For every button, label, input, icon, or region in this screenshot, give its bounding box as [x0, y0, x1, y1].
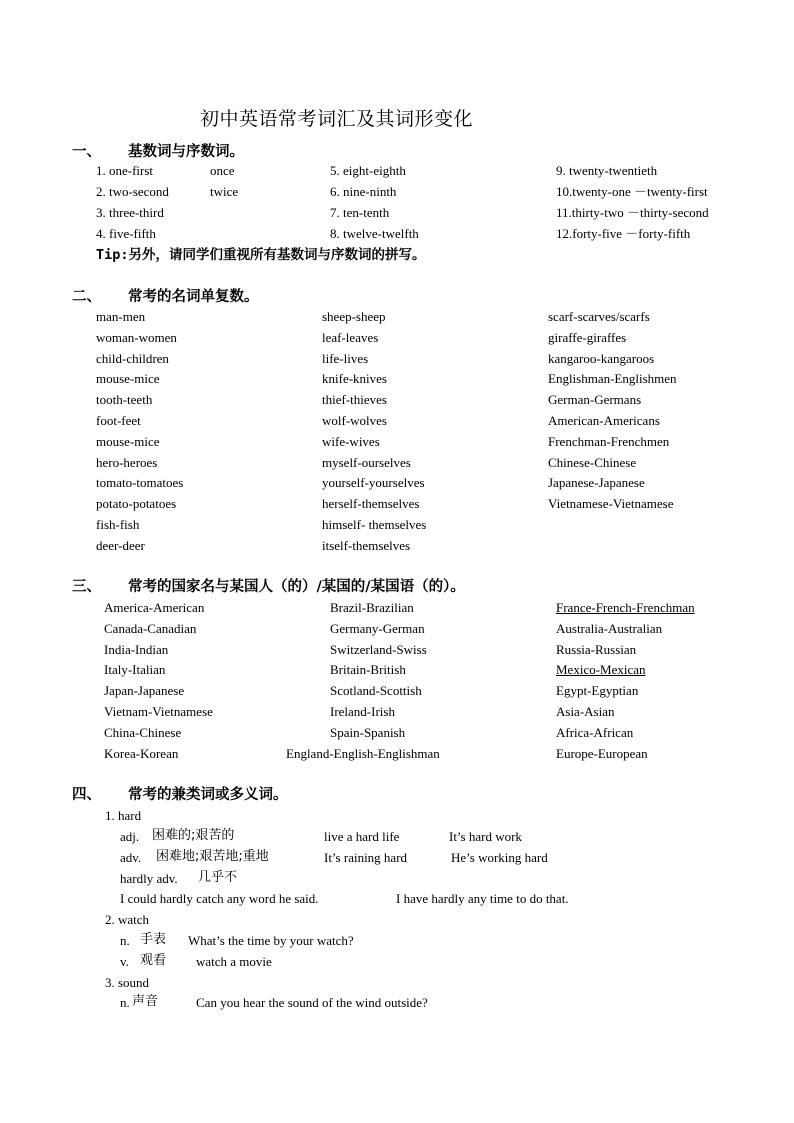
- section-number: 三、: [72, 579, 101, 595]
- number-pair: 6. nine-ninth: [330, 184, 397, 199]
- noun-plural-pair: thief-thieves: [322, 392, 387, 408]
- country-nationality-entry: England-English-Englishman: [286, 745, 440, 761]
- noun-plural-pair: mouse-mice: [96, 433, 160, 449]
- country-nationality-entry: China-Chinese: [104, 724, 182, 740]
- hard-adv-label: adv.: [120, 850, 142, 865]
- noun-plural-pair: kangaroo-kangaroos: [548, 350, 655, 366]
- section-number: 二、: [72, 289, 101, 305]
- number-pair: 11.thirty-two －thirty-second: [556, 205, 709, 220]
- country-nationality-entry: Germany-German: [330, 620, 425, 636]
- country-nationality-entry: Brazil-Brazilian: [330, 600, 414, 615]
- number-pair: 5. eight-eighth: [330, 163, 406, 178]
- word-sound-heading: 3. sound: [105, 975, 150, 990]
- word-watch-heading: 2. watch: [105, 912, 150, 927]
- number-pair: 2. two-second: [96, 184, 169, 199]
- watch-n-label: n.: [120, 933, 130, 948]
- sound-n-example: Can you hear the sound of the wind outside?: [196, 995, 428, 1010]
- section-title: 常考的兼类词或多义词。: [128, 787, 288, 803]
- noun-plural-pair: myself-ourselves: [322, 454, 411, 470]
- noun-plural-pair: Frenchman-Frenchmen: [548, 433, 670, 449]
- page-title: 初中英语常考词汇及其词形变化: [200, 108, 474, 130]
- section-title: 常考的国家名与某国人（的）/某国的/某国语（的）。: [128, 579, 465, 595]
- noun-plural-pair: Chinese-Chinese: [548, 454, 637, 470]
- noun-plural-pair: child-children: [96, 350, 169, 366]
- number-pair: 10.twenty-one －twenty-first: [556, 184, 708, 199]
- section-2-heading: [72, 285, 572, 305]
- noun-plural-pair: potato-potatoes: [96, 496, 177, 512]
- section-3-heading: [72, 575, 672, 595]
- noun-plural-pair: fish-fish: [96, 517, 140, 532]
- noun-plural-pair: wife-wives: [322, 433, 380, 449]
- tip-note: [96, 243, 426, 263]
- noun-plural-pair: herself-themselves: [322, 496, 420, 512]
- watch-v-example: watch a movie: [196, 954, 272, 969]
- noun-plural-pair: American-Americans: [548, 413, 660, 428]
- watch-v-meaning: 观看: [140, 953, 167, 968]
- noun-plural-pair: woman-women: [96, 329, 177, 345]
- country-nationality-entry: Mexico-Mexican: [556, 662, 646, 678]
- country-nationality-entry: Spain-Spanish: [330, 724, 406, 740]
- noun-plural-pair: scarf-scarves/scarfs: [548, 309, 650, 324]
- country-nationality-entry: Canada-Canadian: [104, 620, 197, 636]
- hard-adj-label: adj.: [120, 829, 140, 844]
- country-nationality-entry: Australia-Australian: [556, 620, 663, 636]
- country-nationality-entry: Japan-Japanese: [104, 683, 185, 699]
- number-pair: 3. three-third: [96, 205, 164, 220]
- country-nationality-entry: India-Indian: [104, 641, 169, 657]
- watch-v-label: v.: [120, 954, 129, 969]
- noun-plural-pair: Japanese-Japanese: [548, 475, 645, 491]
- country-nationality-entry: Scotland-Scottish: [330, 683, 422, 699]
- word-hard-heading: 1. hard: [105, 808, 142, 823]
- noun-plural-pair: tooth-teeth: [96, 392, 153, 408]
- noun-plural-pair: sheep-sheep: [322, 309, 386, 324]
- number-pair: 12.forty-five －forty-fifth: [556, 226, 691, 241]
- noun-plural-pair: Vietnamese-Vietnamese: [548, 496, 674, 512]
- country-nationality-entry: Switzerland-Swiss: [330, 641, 427, 657]
- noun-plural-pair: giraffe-giraffes: [548, 329, 627, 345]
- hard-adv-example-1: It’s raining hard: [324, 850, 408, 865]
- hardly-label: hardly adv.: [120, 871, 178, 886]
- noun-plural-pair: knife-knives: [322, 371, 387, 387]
- number-pair: once: [210, 163, 235, 178]
- noun-plural-pair: tomato-tomatoes: [96, 475, 184, 491]
- hard-adv-example-2: He’s working hard: [451, 850, 548, 865]
- section-number: 一、: [72, 144, 101, 160]
- number-pair: 8. twelve-twelfth: [330, 226, 419, 241]
- noun-plural-pair: foot-feet: [96, 413, 141, 428]
- hardly-example-1: I could hardly catch any word he said.: [120, 891, 319, 906]
- noun-plural-pair: yourself-yourselves: [322, 475, 425, 491]
- hardly-example-2: I have hardly any time to do that.: [396, 891, 569, 906]
- section-title: 基数词与序数词。: [128, 144, 244, 160]
- noun-plural-pair: deer-deer: [96, 537, 145, 553]
- country-nationality-entry: Egypt-Egyptian: [556, 683, 639, 699]
- country-nationality-entry: America-American: [104, 600, 205, 615]
- noun-plural-pair: mouse-mice: [96, 371, 160, 387]
- country-nationality-entry: Britain-British: [330, 662, 406, 678]
- sound-n-label: n.: [120, 995, 130, 1010]
- sound-n-meaning: 声音: [132, 994, 159, 1009]
- number-pair: 4. five-fifth: [96, 226, 156, 241]
- noun-plural-pair: hero-heroes: [96, 454, 158, 470]
- country-nationality-entry: Italy-Italian: [104, 662, 166, 678]
- country-nationality-entry: Europe-European: [556, 745, 648, 761]
- hard-adj-example-1: live a hard life: [324, 829, 400, 844]
- noun-plural-pair: himself- themselves: [322, 517, 427, 532]
- watch-n-example: What’s the time by your watch?: [188, 933, 354, 948]
- country-nationality-entry: Vietnam-Vietnamese: [104, 704, 213, 719]
- country-nationality-entry: Russia-Russian: [556, 641, 637, 657]
- noun-plural-pair: German-Germans: [548, 392, 642, 408]
- country-nationality-entry: Africa-African: [556, 724, 634, 740]
- noun-plural-pair: wolf-wolves: [322, 413, 387, 428]
- noun-plural-pair: itself-themselves: [322, 537, 411, 553]
- country-nationality-entry: Asia-Asian: [556, 704, 615, 719]
- section-1-heading: [72, 140, 572, 160]
- section-number: 四、: [72, 787, 101, 803]
- hardly-meaning: 几乎不: [198, 870, 238, 885]
- number-pair: twice: [210, 184, 239, 199]
- number-pair: 1. one-first: [96, 163, 154, 178]
- country-nationality-entry: Korea-Korean: [104, 745, 179, 761]
- noun-plural-pair: leaf-leaves: [322, 329, 379, 345]
- section-4-heading: [72, 783, 572, 803]
- watch-n-meaning: 手表: [140, 932, 167, 947]
- noun-plural-pair: life-lives: [322, 350, 369, 366]
- number-pair: 9. twenty-twentieth: [556, 163, 658, 178]
- hard-adj-meaning: 困难的;艰苦的: [152, 828, 235, 843]
- hard-adj-example-2: It’s hard work: [449, 829, 522, 844]
- tip-text: 另外，请同学们重视所有基数词与序数词的拼写。: [128, 247, 426, 263]
- noun-plural-pair: Englishman-Englishmen: [548, 371, 677, 387]
- hard-adv-meaning: 困难地;艰苦地;重地: [156, 849, 269, 864]
- tip-prefix: Tip:: [96, 247, 129, 263]
- number-pair: 7. ten-tenth: [330, 205, 390, 220]
- country-nationality-entry: Ireland-Irish: [330, 704, 395, 719]
- country-nationality-entry: France-French-Frenchman: [556, 600, 695, 615]
- section-title: 常考的名词单复数。: [128, 289, 259, 305]
- noun-plural-pair: man-men: [96, 309, 146, 324]
